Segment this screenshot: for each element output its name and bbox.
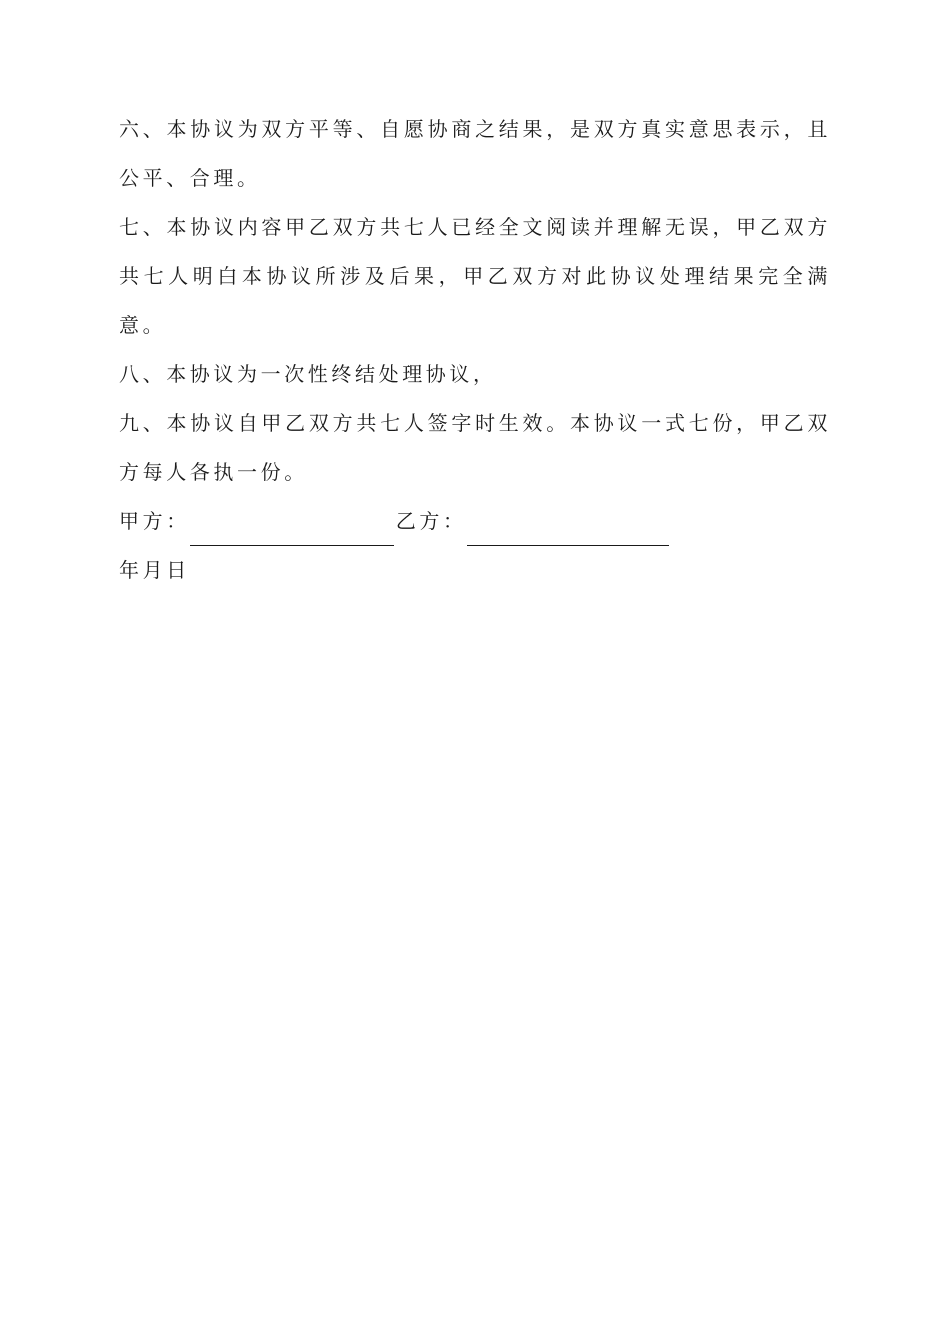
clause-six: 六、本协议为双方平等、自愿协商之结果，是双方真实意思表示，且公平、合理。 [119,117,831,190]
document-body [119,105,831,595]
party-b-label: 乙方： [395,509,467,533]
clause-nine: 九、本协议自甲乙双方共七人签字时生效。本协议一式七份，甲乙双方每人各执一份。 [119,411,831,484]
party-a-label: 甲方： [119,509,190,533]
signature-row [119,497,831,546]
date-line: 年月日 [119,558,190,582]
party-a-signature-line [190,521,394,546]
party-b-signature-line [467,521,669,546]
clause-seven: 七、本协议内容甲乙双方共七人已经全文阅读并理解无误，甲乙双方共七人明白本协议所涉及后果，甲乙双方对此协议处理结果完全满意。 [119,215,831,337]
clause-eight: 八、本协议为一次性终结处理协议， [119,362,497,386]
